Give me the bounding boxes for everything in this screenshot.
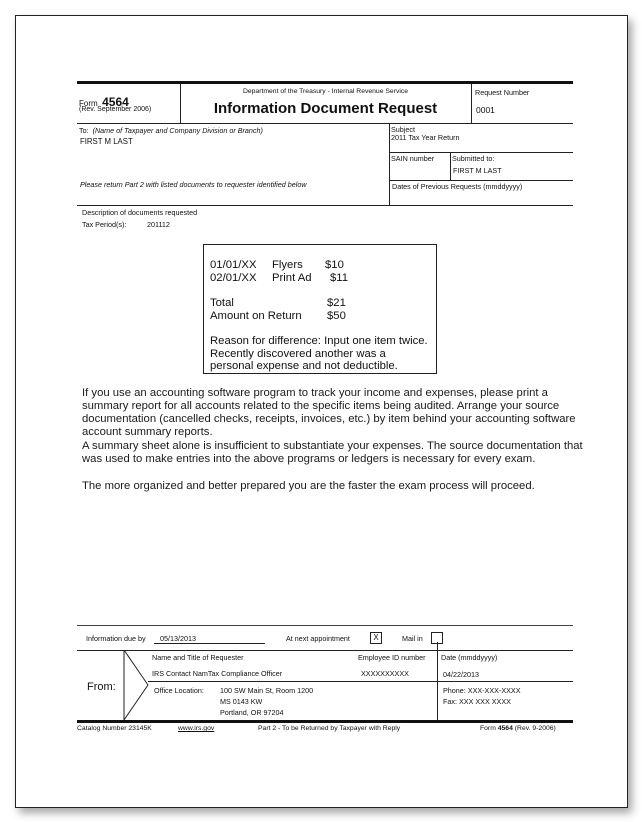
due-date[interactable] — [154, 634, 265, 644]
irs-website-text: www.irs.gov — [178, 725, 215, 732]
paragraph-organized: The more organized and better prepared you are the faster the exam process will proceed. — [82, 480, 535, 492]
footer-form-prefix: Form — [480, 725, 496, 732]
return-amount-value: $50 — [327, 310, 346, 322]
subject-col-divider — [389, 123, 390, 206]
to-label-line — [79, 126, 263, 135]
date-label: Date (mmddyyyy) — [441, 653, 498, 662]
subject-value: 2011 Tax Year Return — [391, 133, 460, 142]
total-label: Total — [210, 297, 234, 309]
row2-item: Print Ad — [272, 272, 312, 284]
phone-value: Phone: XXX-XXX-XXXX — [443, 686, 521, 695]
taxpayer-name: FIRST M LAST — [80, 137, 133, 146]
request-number-label: Request Number — [475, 88, 530, 97]
previous-requests-label: Dates of Previous Requests (mmddyyyy) — [392, 182, 523, 191]
to-section-bottom-rule — [77, 205, 573, 206]
footer-form-number: 4564 — [497, 725, 513, 732]
request-number-value: 0001 — [476, 105, 495, 115]
name-title-value: IRS Contact NamTax Compliance Officer — [152, 669, 283, 678]
date-value: 04/22/2013 — [443, 670, 479, 679]
description-label: Description of documents requested — [82, 208, 198, 217]
footer-form-rev: (Rev. 9-2006) — [514, 725, 556, 732]
header-divider-right — [471, 84, 472, 123]
row2-date: 02/01/XX — [210, 272, 257, 284]
irs-website-link[interactable] — [178, 725, 214, 732]
catalog-number: Catalog Number 23145K — [77, 725, 152, 732]
row1-date: 01/01/XX — [210, 259, 257, 271]
office-line-2: MS 0143 KW — [220, 697, 263, 706]
sain-bottom-rule — [389, 180, 573, 181]
sain-label: SAIN number — [391, 154, 435, 163]
row1-amount: $10 — [325, 259, 344, 271]
row1-item: Flyers — [272, 259, 303, 271]
fax-value: Fax: XXX XXX XXXX — [443, 697, 511, 706]
form-number: 4564 — [102, 95, 129, 109]
page-title: Information Document Request — [213, 100, 438, 117]
paragraph-summary-insufficient: A summary sheet alone is insufficient to substantiate your expenses. The source documentation that was used to make entries into the above programs or ledgers is necessary for every exam. — [82, 440, 583, 465]
form-revision: (Rev. September 2006) — [79, 106, 152, 113]
submitted-to-label: Submitted to: — [452, 154, 495, 163]
from-label: From: — [87, 681, 116, 693]
header-bottom-rule — [77, 123, 573, 124]
return-note: Please return Part 2 with listed documents to requester identified below — [80, 180, 307, 189]
tax-period-label: Tax Period(s): — [82, 220, 127, 229]
subject-label: Subject — [391, 125, 415, 134]
row2-amount: $11 — [330, 272, 349, 284]
employee-id-value: XXXXXXXXXX — [361, 669, 409, 678]
from-arrow-bracket — [120, 650, 150, 720]
form-prefix: Form — [79, 99, 98, 108]
reason-line-1: Reason for difference: Input one item twice. — [210, 335, 428, 347]
next-appointment-checkbox[interactable] — [370, 632, 382, 644]
due-top-rule — [77, 625, 573, 626]
office-top-rule — [148, 681, 573, 682]
next-appointment-check-mark: X — [373, 633, 379, 642]
mail-in-label: Mail in — [402, 634, 423, 643]
office-label: Office Location: — [154, 686, 204, 695]
agency-line: Department of the Treasury - Internal Revenue Service — [242, 88, 409, 95]
due-date-value: 05/13/2013 — [160, 634, 196, 643]
paragraph-accounting-software: If you use an accounting software program to track your income and expenses, please print a summary report for all accounts related to the specific items being audited. Arrange your source documentation (cancelled checks, receipts, invoices, etc.) by item behind your accounting software account summary reports. — [82, 387, 576, 438]
header-top-rule — [77, 81, 573, 84]
due-label: Information due by — [86, 634, 146, 643]
employee-id-label: Employee ID number — [358, 653, 426, 662]
reason-line-3: personal expense and not deductible. — [210, 360, 398, 372]
submitted-to-value: FIRST M LAST — [453, 166, 502, 175]
footer-rule — [77, 720, 573, 723]
to-hint: (Name of Taxpayer and Company Division or Branch) — [92, 126, 263, 135]
sain-divider — [450, 152, 451, 180]
from-top-rule — [77, 650, 573, 651]
to-label: To: — [79, 126, 89, 135]
footer-form-id — [480, 725, 556, 732]
name-title-label: Name and Title of Requester — [152, 653, 244, 662]
part-note: Part 2 - To be Returned by Taxpayer with Reply — [258, 725, 401, 732]
return-amount-label: Amount on Return — [210, 310, 302, 322]
total-value: $21 — [327, 297, 346, 309]
reason-line-2: Recently discovered another was a — [210, 348, 386, 360]
office-line-1: 100 SW Main St, Room 1200 — [220, 686, 314, 695]
next-appointment-label: At next appointment — [286, 634, 350, 643]
tax-period-value: 201112 — [147, 220, 170, 229]
office-line-3: Portland, OR 97204 — [220, 708, 284, 717]
subject-bottom-rule — [389, 152, 573, 153]
